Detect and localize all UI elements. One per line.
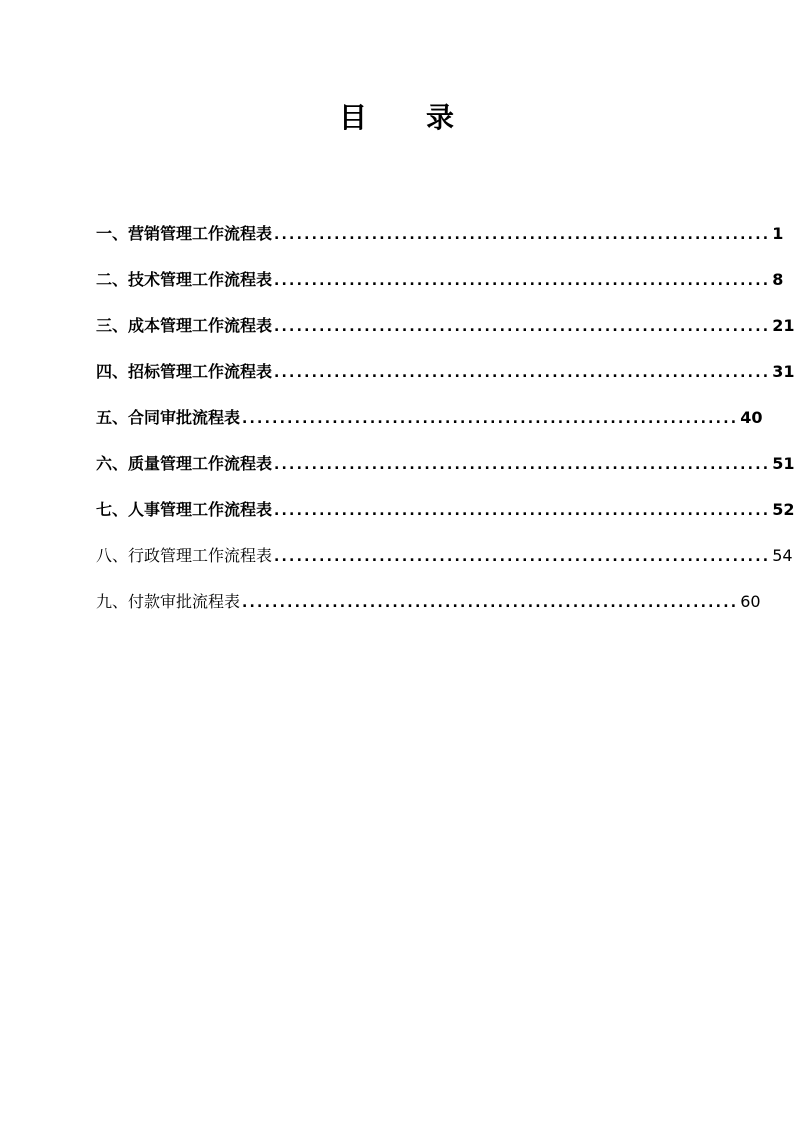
toc-entry[interactable] [96,249,784,295]
toc-entry-page: 52 [772,500,795,519]
toc-entry[interactable] [96,525,793,571]
toc-entry-page: 1 [772,224,784,243]
toc-leader-dots: .................................................................. [242,411,739,427]
toc-entry-label: 二、技术管理工作流程表 [96,270,273,289]
toc-leader-dots: .................................................................. [274,503,771,519]
page-title [0,96,794,136]
toc-entry-label: 七、人事管理工作流程表 [96,500,273,519]
toc-entry-page: 54 [772,546,793,565]
title-char-2: 录 [426,101,456,134]
toc-entry-label: 九、付款审批流程表 [96,592,241,611]
toc-leader-dots: .................................................................. [274,227,771,243]
toc-leader-dots: .................................................................. [274,457,771,473]
toc-entry[interactable] [96,295,795,341]
toc-entry[interactable] [96,571,761,617]
toc-leader-dots: .................................................................. [274,319,771,335]
toc-entry[interactable] [96,479,795,525]
toc-entry-page: 40 [740,408,763,427]
toc-leader-dots: .................................................................. [274,365,771,381]
toc-entry[interactable] [96,203,784,249]
toc-entry-page: 8 [772,270,784,289]
toc-entry-label: 六、质量管理工作流程表 [96,454,273,473]
toc-entry-label: 四、招标管理工作流程表 [96,362,273,381]
toc-entry-page: 60 [740,592,761,611]
toc-entry[interactable] [96,387,763,433]
toc-entry-label: 三、成本管理工作流程表 [96,316,273,335]
toc-leader-dots: .................................................................. [274,273,771,289]
toc-entry-label: 五、合同审批流程表 [96,408,241,427]
toc-leader-dots: .................................................................. [242,595,739,611]
toc-entry-label: 一、营销管理工作流程表 [96,224,273,243]
toc-entry-page: 31 [772,362,795,381]
toc-entry[interactable] [96,433,795,479]
toc-entry-page: 21 [772,316,795,335]
title-char-1: 目 [338,101,368,134]
table-of-contents [96,203,795,617]
toc-entry-label: 八、行政管理工作流程表 [96,546,273,565]
toc-leader-dots: .................................................................. [274,549,771,565]
toc-entry-page: 51 [772,454,795,473]
toc-entry[interactable] [96,341,795,387]
